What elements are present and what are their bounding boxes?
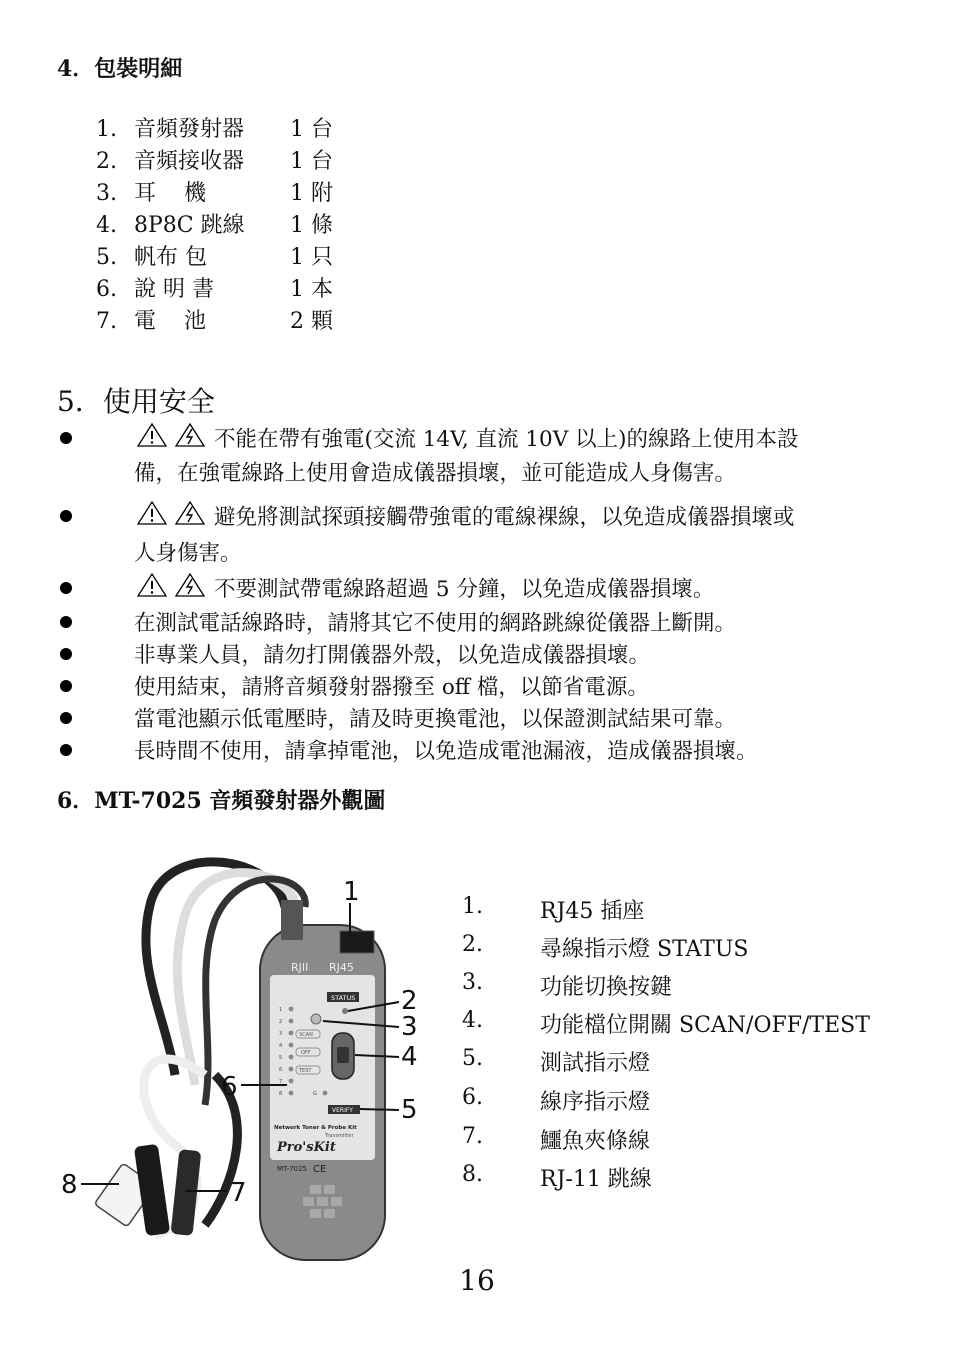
led-number: 2 <box>279 1019 283 1025</box>
legend-num: 5. <box>462 1046 483 1071</box>
rj45-port <box>340 931 374 953</box>
led-number: G <box>313 1091 317 1097</box>
safety-item-text: 不能在帶有強電(交流 14V, 直流 10V 以上)的線路上使用本設 <box>214 427 799 452</box>
packing-item-name: 電 池 <box>134 309 206 334</box>
packing-item <box>96 146 333 178</box>
bullet-dot <box>60 744 72 756</box>
packing-item-name: 音頻發射器 <box>134 117 245 142</box>
mode-switch-knob[interactable] <box>337 1047 349 1063</box>
status-label: STATUS <box>331 994 356 1002</box>
packing-item <box>96 242 333 274</box>
legend-text: RJ45 插座 <box>540 899 645 924</box>
safety-item-line <box>134 422 798 453</box>
packing-item-num: 5. <box>96 245 117 270</box>
mode-test-label: TEST <box>299 1068 312 1074</box>
legend-text: 線序指示燈 <box>540 1090 651 1115</box>
transmitter-illustration <box>55 845 445 1265</box>
callout-number: 8 <box>61 1170 78 1200</box>
packing-item-num: 4. <box>96 213 117 238</box>
safety-item-continuation: 備，在強電線路上使用會造成儀器損壞，並可能造成人身傷害。 <box>134 461 737 486</box>
warning-shock-icons <box>134 422 212 448</box>
safety-item-text: 不要測試帶電線路超過 5 分鐘，以免造成儀器損壞。 <box>214 577 715 602</box>
legend-text: 功能檔位開關 SCAN/OFF/TEST <box>540 1013 870 1038</box>
legend-text: 尋線指示燈 STATUS <box>540 937 749 962</box>
packing-item-qty: 1 本 <box>290 277 333 302</box>
packing-item-qty: 1 只 <box>290 245 333 270</box>
packing-item-name: 說 明 書 <box>134 277 214 302</box>
legend-num: 6. <box>462 1085 483 1110</box>
kit-label: Network Toner & Probe Kit <box>274 1125 357 1131</box>
packing-item-num: 7. <box>96 309 117 334</box>
callout-number: 4 <box>401 1042 418 1072</box>
packing-item-qty: 1 條 <box>290 213 333 238</box>
status-led <box>342 1008 348 1014</box>
callout-number: 1 <box>343 877 360 907</box>
bullet-dot <box>60 582 72 594</box>
packing-item <box>96 178 333 210</box>
brand-logo: Pro'sKit <box>277 1140 336 1155</box>
led-number: 6 <box>279 1067 283 1073</box>
alligator-clip <box>171 1149 202 1236</box>
warning-shock-icons <box>134 500 212 526</box>
bullet-dot <box>60 432 72 444</box>
packing-item <box>96 210 333 242</box>
safety-item-text: 非專業人員，請勿打開儀器外殼，以免造成儀器損壞。 <box>134 643 651 668</box>
callout-number: 7 <box>230 1178 247 1208</box>
callout-number: 2 <box>401 986 418 1016</box>
packing-item-num: 1. <box>96 117 117 142</box>
legend-num: 4. <box>462 1008 483 1033</box>
safety-item-text: 使用結束，請將音頻發射器撥至 off 檔，以節省電源。 <box>134 675 649 700</box>
rj11-port-label: RJII <box>291 961 309 974</box>
packing-item <box>96 274 333 306</box>
packing-item-name: 耳 機 <box>134 181 206 206</box>
bullet-dot <box>60 648 72 660</box>
packing-item-num: 3. <box>96 181 117 206</box>
led-number: 3 <box>279 1031 283 1037</box>
packing-item <box>96 306 333 338</box>
legend-num: 8. <box>462 1162 483 1187</box>
mode-scan-label: SCAN <box>299 1032 313 1038</box>
safety-item-line <box>134 500 795 531</box>
safety-item-text: 避免將測試探頭接觸帶強電的電線裸線，以免造成儀器損壞或 <box>214 505 795 530</box>
packing-item <box>96 114 333 146</box>
transmitter-label: Transmitter <box>325 1133 354 1139</box>
legend-text: 鱷魚夾條線 <box>540 1129 651 1154</box>
function-button[interactable] <box>311 1014 321 1024</box>
callout-number: 3 <box>401 1012 418 1042</box>
packing-item-qty: 1 附 <box>290 181 333 206</box>
callout-number: 6 <box>221 1072 238 1102</box>
legend-text: RJ-11 跳線 <box>540 1167 652 1192</box>
legend-num: 7. <box>462 1124 483 1149</box>
legend-num: 3. <box>462 970 483 995</box>
bullet-dot <box>60 616 72 628</box>
led-number: 4 <box>279 1043 283 1049</box>
warning-shock-icons <box>134 572 212 598</box>
led-number: 8 <box>279 1091 283 1097</box>
legend-num: 2. <box>462 932 483 957</box>
legend-text: 功能切換按鍵 <box>540 975 673 1000</box>
safety-item-text: 當電池顯示低電壓時，請及時更換電池，以保證測試結果可靠。 <box>134 707 737 732</box>
led-number: 5 <box>279 1055 283 1061</box>
verify-label: VERIFY <box>332 1107 353 1114</box>
packing-item-num: 2. <box>96 149 117 174</box>
ce-mark: CE <box>313 1164 327 1175</box>
packing-item-name: 8P8C 跳線 <box>134 213 245 238</box>
packing-item-num: 6. <box>96 277 117 302</box>
page-number: 16 <box>459 1264 495 1297</box>
bullet-dot <box>60 510 72 522</box>
safety-item-continuation: 人身傷害。 <box>134 541 242 566</box>
mode-off-label: OFF <box>301 1050 311 1056</box>
bullet-dot <box>60 680 72 692</box>
led-number: 7 <box>279 1079 283 1085</box>
callout-number: 5 <box>401 1095 418 1125</box>
safety-item-line <box>134 572 714 603</box>
packing-item-name: 音頻接收器 <box>134 149 245 174</box>
safety-item-text: 長時間不使用，請拿掉電池，以免造成電池漏液，造成儀器損壞。 <box>134 739 758 764</box>
model-label: MT-7025 <box>277 1165 308 1173</box>
packing-item-qty: 2 顆 <box>290 309 333 334</box>
face-panel <box>270 975 375 1160</box>
packing-item-qty: 1 台 <box>290 149 333 174</box>
bullet-dot <box>60 712 72 724</box>
section-4-title: 4．包裝明細 <box>57 56 183 82</box>
safety-item-text: 在測試電話線路時，請將其它不使用的網路跳線從儀器上斷開。 <box>134 611 737 636</box>
packing-item-name: 帆布 包 <box>134 245 207 270</box>
packing-item-qty: 1 台 <box>290 117 333 142</box>
cable-strain-relief <box>281 900 303 940</box>
legend-text: 測試指示燈 <box>540 1051 651 1076</box>
legend-num: 1. <box>462 894 483 919</box>
section-5-title: 5．使用安全 <box>57 385 215 418</box>
section-6-title: 6．MT-7025 音頻發射器外觀圖 <box>57 788 386 814</box>
rj45-port-label: RJ45 <box>329 961 354 974</box>
led-number: 1 <box>279 1007 283 1013</box>
